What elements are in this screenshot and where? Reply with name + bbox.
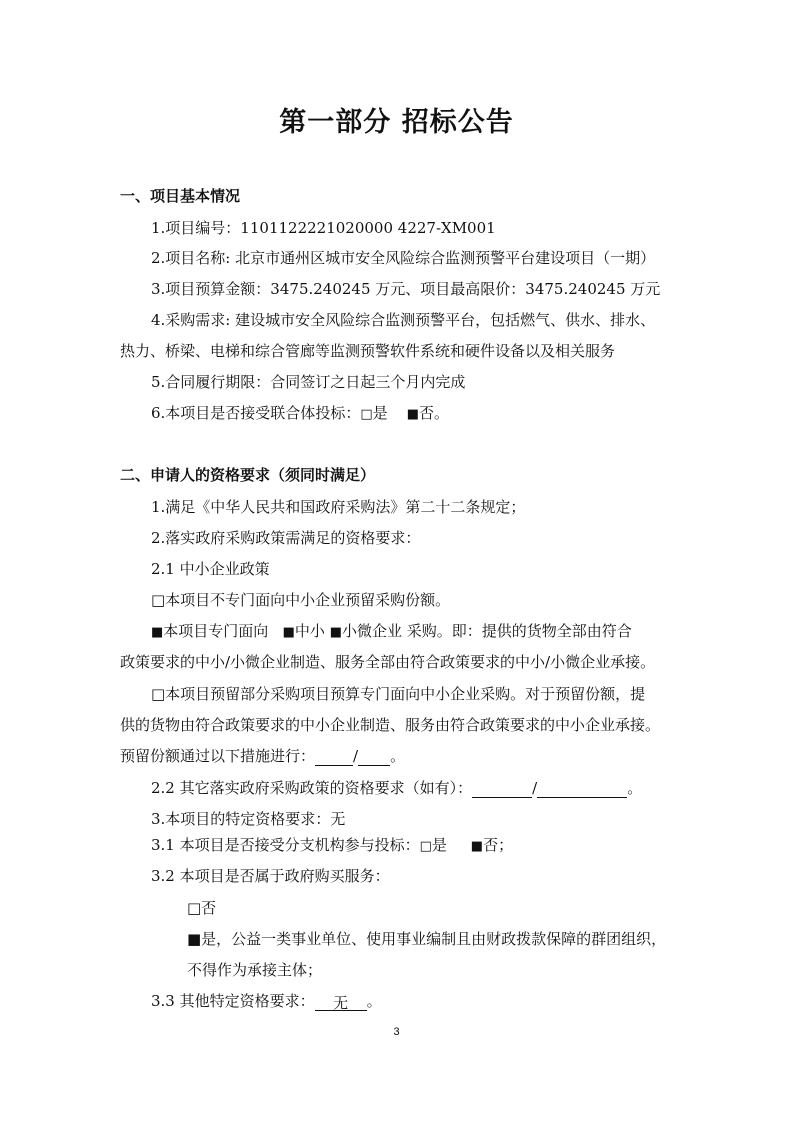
reserved-measures-label: 预留份额通过以下措施进行： [120,747,316,765]
project-name: 2.项目名称: 北京市通州区城市安全风险综合监测预警平台建设项目（一期） [151,249,656,267]
contract-period: 5.合同履行期限：合同签订之日起三个月内完成 [151,373,466,391]
checkbox-checked: ■ [282,625,295,640]
separator: / [353,747,359,765]
sme-policy-heading: 2.1 中小企业政策 [151,560,270,578]
gov-service-yes-cont: 不得作为承接主体； [187,961,323,979]
consortium-line [151,403,449,425]
checkbox-checked: ■ [470,839,484,854]
project-budget: 3.项目预算金额：3475.240245 万元、项目最高限价：3475.240245 万元 [151,280,661,298]
gov-service-no: □否 [187,899,217,917]
page-number: 3 [393,1026,400,1038]
checkbox-unchecked: □ [360,407,373,422]
checkbox-checked: ■ [151,625,164,640]
section2-heading: 二、申请人的资格要求（须同时满足） [120,466,376,484]
branch-bidding-label: 3.1 本项目是否接受分支机构参与投标： [151,836,420,854]
page-title: 第一部分 招标公告 [279,107,514,138]
specific-req: 3.本项目的特定资格要求：无 [151,810,346,828]
req-procurement-law: 1.满足《中华人民共和国政府采购法》第二十二条规定； [151,498,526,516]
sme-option-2-cont: 政策要求的中小/小微企业制造、服务全部由符合政策要求的中小/小微企业承接。 [120,653,656,671]
gov-service-yes: ■是，公益一类事业单位、使用事业编制且由财政拨款保障的群团组织， [187,930,667,948]
other-policy-req [151,778,642,798]
other-policy-label: 2.2 其它落实政府采购政策的资格要求（如有）： [151,779,473,797]
checkbox-unchecked: □ [419,839,432,854]
checkbox-checked: ■ [406,407,420,422]
branch-bidding [151,835,513,857]
sme-option-3: □本项目预留部分采购项目预算专门面向中小企业采购。对于预留份额，提 [151,685,646,703]
option-no: 否。 [419,404,450,422]
separator: / [532,779,538,797]
option-no: 否； [483,836,514,854]
blank-field [537,780,627,798]
procurement-needs: 4.采购需求: 建设城市安全风险综合监测预警平台，包括燃气、供水、排水、 [151,311,656,329]
blank-field [315,748,353,766]
other-specific-req [151,991,382,1011]
sme-micro-label: 小微企业 采购。即：提供的货物全部由符合 [342,622,632,640]
sme-option-1: □本项目不专门面向中小企业预留采购份额。 [151,591,451,609]
consortium-label: 6.本项目是否接受联合体投标： [151,404,361,422]
req-policy: 2.落实政府采购政策需满足的资格要求： [151,529,421,547]
procurement-needs-cont: 热力、桥梁、电梯和综合管廊等监测预警软件系统和硬件设备以及相关服务 [120,342,616,360]
reserved-measures [120,746,405,766]
gov-service-question: 3.2 本项目是否属于政府购买服务： [151,867,390,885]
option-yes: 是 [372,404,388,422]
section1-heading: 一、项目基本情况 [120,187,241,205]
option-yes: 是 [431,836,447,854]
period: 。 [627,779,643,797]
checkbox-checked: ■ [329,625,343,640]
sme-option-3-cont: 供的货物由符合政策要求的中小企业制造、服务由符合政策要求的中小企业承接。 [120,716,661,734]
sme-option-2 [151,621,632,643]
other-specific-value: 无 [315,993,367,1011]
sme-medium-small-label: 中小 [294,622,325,640]
other-specific-label: 3.3 其他特定资格要求： [151,992,315,1010]
project-number: 1.项目编号：1101122221020000 4227-XM001 [151,219,496,237]
period: 。 [366,992,382,1010]
blank-field [358,748,390,766]
sme-option-2-text: 本项目专门面向 [163,622,269,640]
period: 。 [390,747,406,765]
blank-field [472,780,532,798]
